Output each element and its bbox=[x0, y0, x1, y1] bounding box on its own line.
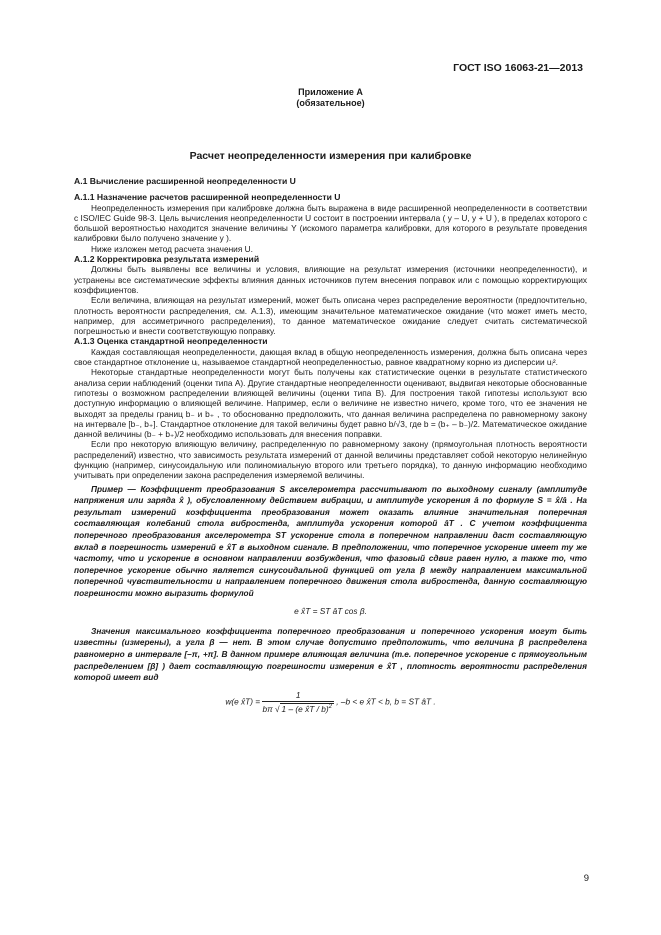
paragraph-7: Если про некоторую влияющую величину, распределенную по равномерному закону (прямоугольная плотность вероятности распределений) известно, что зависимость результата измерений от данной величины представляет собой некоторую нелинейную функцию (например, синусоидальную или полиномиальную второго или третьего порядка), то данную информацию необходимо учитывать при определении закона распределения измеряемой величины. bbox=[74, 439, 587, 481]
formula-sqrt-content: 1 – (e x̂T / b)$^2$ bbox=[281, 704, 332, 715]
section-a11-heading: А.1.1 Назначение расчетов расширенной неопределенности U bbox=[74, 192, 341, 203]
paragraph-5: Каждая составляющая неопределенности, дающая вклад в общую неопределенность измерения, должна быть описана через свое стандартное отклонение uᵢ, называемое стандартной неопределенностью, равное квадратному корню из дисперсии uᵢ². bbox=[74, 346, 587, 368]
formula-den-prefix: bπ bbox=[262, 704, 273, 715]
section-a1-heading: А.1 Вычисление расширенной неопределенности U bbox=[74, 176, 296, 186]
annex-status: (обязательное) bbox=[296, 98, 365, 108]
document-code-header: ГОСТ ISO 16063-21—2013 bbox=[453, 62, 583, 74]
formula-lhs: w(e x̂T) = bbox=[225, 696, 261, 707]
formula-sqrt-one: 1 – bbox=[281, 704, 294, 715]
section-a13-heading: А.1.3 Оценка стандартной неопределенности bbox=[74, 336, 268, 347]
formula-fraction bbox=[262, 690, 333, 715]
formula-probability-density bbox=[74, 690, 587, 715]
formula-condition: , –b < e x̂T < b, b = ST âT . bbox=[336, 696, 436, 707]
example-paragraph-1: Пример — Коэффициент преобразования S акселерометра рассчитывают по выходному сигналу (амплитуде напряжения или заряда x̂ ), обусловленному действием вибрации, и амплитуде ускорения â по формуле S = x̂/â . На результат измерений коэффициента преобразования может оказать влияние значительная поперечная составляющая колебаний стола вибростенда, амплитуда ускорения которой âT . С учетом коэффициента поперечного преобразования акселерометра ST ускорение стола в поперечном направлении даст составляющую вклад в погрешность измерений e x̂T в выходном сигнале. В предположении, что поперечное ускорение имеет ту же частоту, что и ускорение в основном направлении возбуждения, что фазовый сдвиг равен нулю, а также то, что поперечное ускорение обычно является синусоидальной функцией от угла β между направлением максимальной поперечной чувствительности и направлением поперечного движения стола вибростенда, данную составляющую погрешности можно выразить формулой bbox=[74, 483, 587, 598]
annex-name: Приложение А bbox=[298, 87, 363, 97]
section-a12-heading: А.1.2 Корректировка результата измерений bbox=[74, 254, 260, 265]
paragraph-1: Неопределенность измерения при калибровке должна быть выражена в виде расширенной неопределенности в соответствии с ISO/IEC Guide 98-3. Цель вычисления неопределенности U состоит в построении интервала ( y – U, y + U ), в пределах которого с большой вероятностью находится значение величины Y (искомого параметра калибровки, для которого в результате проведения калибровки было получено значение y ). bbox=[74, 202, 587, 244]
formula-numerator: 1 bbox=[262, 690, 333, 702]
paragraph-6: Некоторые стандартные неопределенности могут быть получены как статистические оценки в результате статистического анализа серии наблюдений (оценки типа А). Другие стандартные неопределенности оценивают, выдвигая некоторые обоснованные гипотезы о возможном распределении влияющей величины (оценки типа В). Для построения такой гипотезы используют всю доступную информацию о влияющей величине. Например, если о величине не известно ничего, кроме того, что ее значения не выходят за пределы границ b₋ и b₊ , то обоснованно предположить, что данная величина распределена по равномерному закону на интервале [b₋, b₊]. Стандартное отклонение для такой величины будет равно b/√3, где b = (b₊ – b₋)/2. Математическое ожидание данной величины (b₋ + b₊)/2 необходимо использовать для внесения поправки. bbox=[74, 367, 587, 440]
page-number: 9 bbox=[583, 873, 589, 884]
paragraph-3: Должны быть выявлены все величины и условия, влияющие на результат измерения (источники неопределенности), и устранены все систематические эффекты влияния данных источников путем внесения поправок или с помощью корректирующих коэффициентов. bbox=[74, 264, 587, 295]
formula-inner-num: e x̂T bbox=[298, 704, 315, 715]
annex-body bbox=[74, 176, 587, 724]
paragraph-2: Ниже изложен метод расчета значения U. bbox=[91, 243, 253, 254]
formula-inner-den: b bbox=[321, 704, 326, 715]
example-paragraph-2: Значения максимального коэффициента поперечного преобразования и поперечного ускорения могут быть известны (измерены), а угла β — нет. В этом случае допустимо предположить, что величина β распределена равномерно в интервале [–π, +π]. В данном примере влияющая величина (т.е. поперечное ускорение с прямоугольным распределением [β] ) дает составляющую погрешности измерения e x̂T , плотность вероятности распределения которой имеет вид bbox=[74, 625, 587, 683]
formula-power: 2 bbox=[328, 704, 332, 711]
sqrt-sign-icon: √ bbox=[274, 704, 280, 715]
formula-denominator bbox=[262, 702, 333, 714]
paragraph-4: Если величина, влияющая на результат измерений, может быть описана через распределение вероятности (предпочтительно, плотность вероятности распределения, см. А.1.3), имеющим значительное математическое ожидание (что может иметь место, например, для ассиметричного распределения), то данное математическое ожидание следует считать систематической погрешностью и внести соответствующую поправку. bbox=[74, 295, 587, 337]
formula-cross-error: e x̂T = ST âT cos β. bbox=[294, 605, 367, 616]
annex-title: Расчет неопределенности измерения при калибровке bbox=[189, 150, 472, 162]
